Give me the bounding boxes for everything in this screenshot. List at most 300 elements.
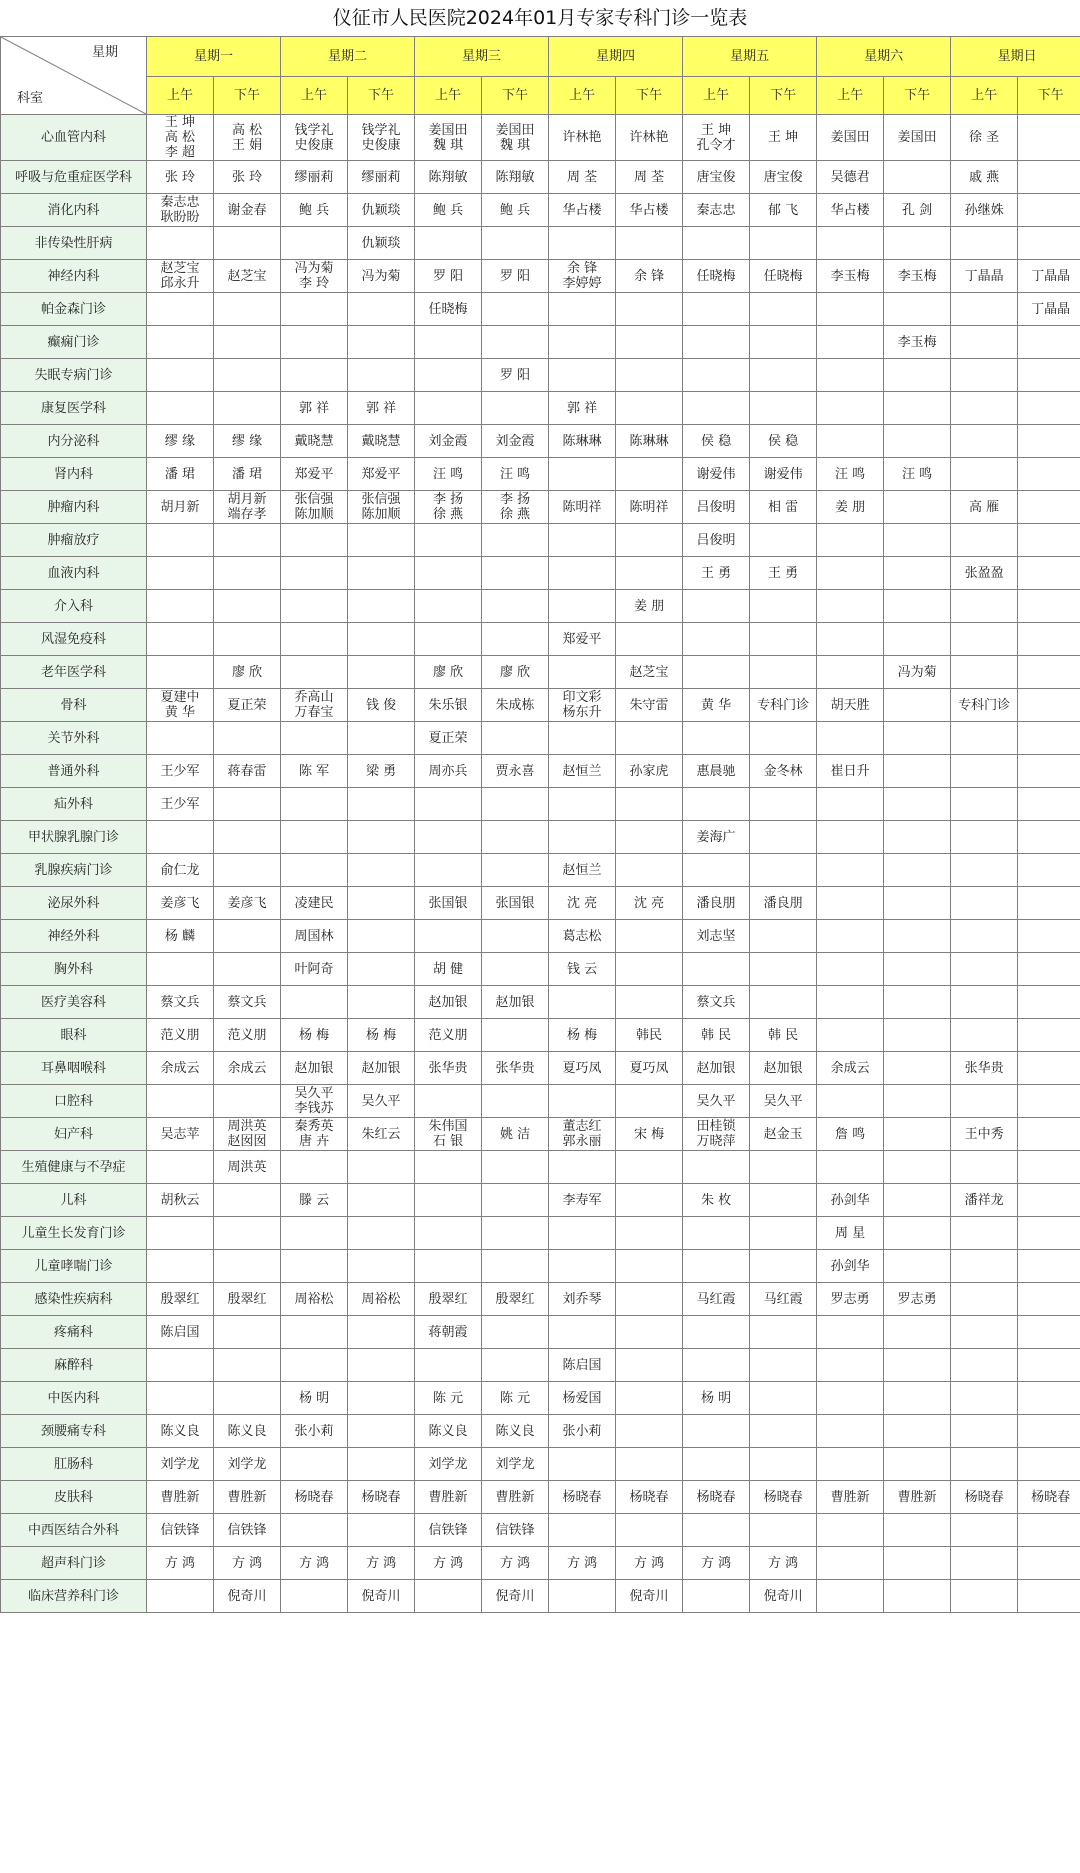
schedule-cell	[415, 722, 482, 755]
doctor-name: 殷翠红	[495, 1291, 535, 1307]
schedule-cell	[683, 1514, 750, 1547]
schedule-cell	[281, 161, 348, 194]
schedule-cell	[951, 689, 1018, 722]
schedule-cell	[1018, 1481, 1080, 1514]
schedule-cell	[281, 623, 348, 656]
schedule-cell	[817, 1217, 884, 1250]
schedule-cell	[415, 953, 482, 986]
doctor-name: 蒋春雷	[227, 763, 267, 779]
department-name: 儿科	[1, 1184, 147, 1217]
department-row	[1, 1448, 1080, 1481]
schedule-cell	[482, 1184, 549, 1217]
doctor-name: 曹胜新	[830, 1489, 870, 1505]
doctor-name: 宋 梅	[633, 1126, 665, 1142]
doctor-name: 鲍 兵	[499, 202, 531, 218]
schedule-cell	[951, 326, 1018, 359]
schedule-cell	[817, 689, 884, 722]
schedule-cell	[147, 788, 214, 821]
schedule-cell	[415, 1382, 482, 1415]
schedule-cell	[348, 1481, 415, 1514]
schedule-cell	[750, 194, 817, 227]
department-row	[1, 1382, 1080, 1415]
department-name: 耳鼻咽喉科	[1, 1052, 147, 1085]
schedule-cell	[549, 953, 616, 986]
schedule-cell	[817, 425, 884, 458]
doctor-name: 杨晓春	[763, 1489, 803, 1505]
doctor-name: 刘学龙	[428, 1456, 468, 1472]
doctor-name: 李 扬	[432, 492, 464, 507]
doctor-name: 杨 明	[700, 1390, 732, 1406]
schedule-cell	[348, 722, 415, 755]
schedule-cell	[214, 1250, 281, 1283]
schedule-cell	[147, 1085, 214, 1118]
schedule-cell	[415, 1316, 482, 1349]
doctor-name: 周国林	[294, 928, 334, 944]
doctor-name: 丁晶晶	[1031, 268, 1071, 284]
doctor-name: 郑爱平	[361, 466, 401, 482]
schedule-cell	[817, 194, 884, 227]
doctor-name: 魏 琪	[432, 137, 464, 153]
department-row	[1, 1547, 1080, 1580]
department-name: 甲状腺乳腺门诊	[1, 821, 147, 854]
schedule-cell	[616, 1316, 683, 1349]
doctor-name: 王 坤	[700, 122, 732, 138]
doctor-name: 郑爱平	[294, 466, 334, 482]
schedule-cell	[750, 227, 817, 260]
am-header: 上午	[415, 77, 482, 115]
doctor-name: 张国银	[428, 895, 468, 911]
corner-cell	[1, 37, 147, 115]
doctor-name: 郭 祥	[566, 400, 598, 416]
schedule-cell	[817, 227, 884, 260]
am-header: 上午	[147, 77, 214, 115]
schedule-cell	[683, 1316, 750, 1349]
doctor-name: 吴德君	[830, 169, 870, 185]
doctor-name: 朱红云	[361, 1126, 401, 1142]
schedule-cell	[549, 755, 616, 788]
schedule-cell	[750, 656, 817, 689]
department-row	[1, 293, 1080, 326]
schedule-cell	[348, 194, 415, 227]
schedule-cell	[214, 1316, 281, 1349]
doctor-name: 赵金玉	[763, 1126, 803, 1142]
schedule-cell	[281, 920, 348, 953]
doctor-name: 鲍 兵	[432, 202, 464, 218]
schedule-cell	[616, 1547, 683, 1580]
schedule-cell	[147, 1349, 214, 1382]
schedule-cell	[951, 1118, 1018, 1151]
schedule-cell	[549, 260, 616, 293]
schedule-cell	[415, 1283, 482, 1316]
schedule-cell	[482, 953, 549, 986]
schedule-cell	[214, 293, 281, 326]
department-name: 老年医学科	[1, 656, 147, 689]
schedule-cell	[482, 1514, 549, 1547]
schedule-cell	[348, 1019, 415, 1052]
am-header: 上午	[683, 77, 750, 115]
doctor-name: 黄 华	[164, 705, 196, 720]
schedule-cell	[482, 788, 549, 821]
schedule-cell	[683, 755, 750, 788]
schedule-cell	[214, 1085, 281, 1118]
doctor-name: 杨晓春	[294, 1489, 334, 1505]
schedule-cell	[348, 1118, 415, 1151]
schedule-cell	[683, 326, 750, 359]
schedule-cell	[348, 1415, 415, 1448]
schedule-cell	[147, 491, 214, 524]
schedule-cell	[884, 1019, 951, 1052]
doctor-name: 史俊康	[361, 137, 401, 153]
schedule-cell	[415, 755, 482, 788]
doctor-name: 华占楼	[830, 202, 870, 218]
schedule-cell	[817, 491, 884, 524]
doctor-name: 刘学龙	[227, 1456, 267, 1472]
schedule-cell	[482, 524, 549, 557]
schedule-cell	[214, 425, 281, 458]
schedule-cell	[1018, 788, 1080, 821]
department-name: 口腔科	[1, 1085, 147, 1118]
doctor-name: 周亦兵	[428, 763, 468, 779]
doctor-name: 鲍 兵	[298, 202, 330, 218]
schedule-cell	[817, 392, 884, 425]
department-row	[1, 689, 1080, 722]
schedule-cell	[951, 1349, 1018, 1382]
schedule-cell	[683, 1415, 750, 1448]
schedule-cell	[884, 1382, 951, 1415]
schedule-cell	[214, 115, 281, 161]
schedule-cell	[817, 1118, 884, 1151]
schedule-cell	[214, 1415, 281, 1448]
doctor-name: 蔡文兵	[696, 994, 736, 1010]
schedule-cell	[817, 1415, 884, 1448]
doctor-name: 侯 稳	[768, 433, 799, 449]
day-header: 星期六	[817, 37, 951, 77]
department-row	[1, 821, 1080, 854]
schedule-cell	[549, 227, 616, 260]
schedule-cell	[951, 656, 1018, 689]
schedule-cell	[147, 1283, 214, 1316]
schedule-cell	[817, 524, 884, 557]
schedule-cell	[348, 1283, 415, 1316]
doctor-name: 黄 华	[700, 697, 732, 713]
doctor-name: 姜国田	[428, 122, 468, 138]
schedule-cell	[951, 1448, 1018, 1481]
schedule-cell	[884, 293, 951, 326]
schedule-cell	[348, 1580, 415, 1613]
schedule-cell	[147, 590, 214, 623]
schedule-cell	[214, 1448, 281, 1481]
department-row	[1, 887, 1080, 920]
schedule-cell	[951, 557, 1018, 590]
schedule-cell	[549, 590, 616, 623]
schedule-cell	[281, 1250, 348, 1283]
schedule-cell	[750, 854, 817, 887]
schedule-cell	[1018, 1415, 1080, 1448]
doctor-name: 夏巧凤	[562, 1060, 602, 1076]
schedule-cell	[214, 623, 281, 656]
schedule-cell	[214, 920, 281, 953]
doctor-name: 倪奇川	[495, 1588, 535, 1604]
schedule-cell	[214, 458, 281, 491]
schedule-cell	[482, 194, 549, 227]
schedule-cell	[1018, 1547, 1080, 1580]
schedule-cell	[683, 227, 750, 260]
department-row	[1, 1184, 1080, 1217]
schedule-cell	[415, 326, 482, 359]
schedule-cell	[817, 1547, 884, 1580]
schedule-cell	[147, 425, 214, 458]
schedule-cell	[884, 227, 951, 260]
schedule-cell	[750, 986, 817, 1019]
schedule-cell	[884, 722, 951, 755]
schedule-cell	[951, 458, 1018, 491]
schedule-cell	[817, 986, 884, 1019]
schedule-cell	[281, 1382, 348, 1415]
schedule-cell	[549, 689, 616, 722]
doctor-name: 李 玲	[298, 276, 330, 291]
department-name: 中西医结合外科	[1, 1514, 147, 1547]
schedule-cell	[549, 326, 616, 359]
schedule-cell	[214, 1382, 281, 1415]
schedule-cell	[549, 392, 616, 425]
department-row	[1, 1052, 1080, 1085]
pm-header: 下午	[482, 77, 549, 115]
schedule-cell	[214, 260, 281, 293]
schedule-cell	[1018, 920, 1080, 953]
schedule-cell	[147, 1481, 214, 1514]
schedule-cell	[683, 425, 750, 458]
doctor-name: 李 超	[164, 145, 196, 160]
schedule-cell	[616, 1481, 683, 1514]
schedule-cell	[549, 1316, 616, 1349]
schedule-cell	[281, 293, 348, 326]
doctor-name: 姚 洁	[499, 1126, 531, 1142]
schedule-cell	[1018, 1316, 1080, 1349]
schedule-cell	[683, 1052, 750, 1085]
schedule-cell	[281, 1151, 348, 1184]
schedule-cell	[482, 326, 549, 359]
schedule-cell	[951, 227, 1018, 260]
schedule-cell	[1018, 1184, 1080, 1217]
department-row	[1, 1019, 1080, 1052]
doctor-name: 陈 元	[499, 1390, 531, 1406]
department-row	[1, 557, 1080, 590]
doctor-name: 孙继姝	[964, 202, 1004, 218]
doctor-name: 谢爱伟	[763, 466, 803, 482]
schedule-cell	[817, 1184, 884, 1217]
schedule-cell	[750, 1250, 817, 1283]
schedule-cell	[415, 260, 482, 293]
schedule-cell	[147, 1580, 214, 1613]
department-name: 血液内科	[1, 557, 147, 590]
doctor-name: 孙剑华	[830, 1192, 870, 1208]
schedule-cell	[683, 590, 750, 623]
schedule-cell	[884, 953, 951, 986]
doctor-name: 唐 卉	[298, 1134, 330, 1149]
schedule-cell	[616, 458, 683, 491]
doctor-name: 张小莉	[294, 1423, 334, 1439]
schedule-cell	[281, 524, 348, 557]
doctor-name: 蒋朝霞	[428, 1324, 468, 1340]
doctor-name: 方 鸿	[700, 1555, 732, 1571]
schedule-cell	[415, 1052, 482, 1085]
doctor-name: 许林艳	[629, 130, 669, 145]
department-name: 普通外科	[1, 755, 147, 788]
schedule-cell	[683, 887, 750, 920]
schedule-cell	[214, 953, 281, 986]
schedule-cell	[750, 590, 817, 623]
schedule-cell	[147, 656, 214, 689]
department-name: 癫痫门诊	[1, 326, 147, 359]
schedule-cell	[281, 194, 348, 227]
schedule-cell	[750, 1316, 817, 1349]
schedule-cell	[1018, 1283, 1080, 1316]
schedule-cell	[817, 623, 884, 656]
department-name: 眼科	[1, 1019, 147, 1052]
schedule-cell	[884, 590, 951, 623]
doctor-name: 郑爱平	[562, 631, 602, 647]
schedule-cell	[616, 821, 683, 854]
doctor-name: 凌建民	[294, 895, 334, 911]
schedule-cell	[415, 986, 482, 1019]
schedule-cell	[951, 623, 1018, 656]
doctor-name: 赵加银	[361, 1060, 401, 1076]
schedule-cell	[884, 161, 951, 194]
doctor-name: 周洪英	[227, 1159, 267, 1175]
schedule-cell	[415, 920, 482, 953]
schedule-cell	[415, 788, 482, 821]
schedule-cell	[683, 1085, 750, 1118]
schedule-cell	[750, 1382, 817, 1415]
schedule-cell	[281, 1448, 348, 1481]
schedule-cell	[951, 821, 1018, 854]
schedule-cell	[616, 656, 683, 689]
schedule-cell	[147, 854, 214, 887]
schedule-cell	[750, 689, 817, 722]
schedule-cell	[214, 788, 281, 821]
department-row	[1, 1316, 1080, 1349]
doctor-name: 杨东升	[562, 705, 602, 720]
schedule-cell	[214, 557, 281, 590]
schedule-cell	[549, 524, 616, 557]
schedule-cell	[147, 1052, 214, 1085]
schedule-cell	[147, 689, 214, 722]
schedule-cell	[616, 953, 683, 986]
schedule-cell	[616, 293, 683, 326]
schedule-cell	[415, 1184, 482, 1217]
doctor-name: 范义朋	[227, 1027, 267, 1043]
schedule-cell	[683, 1151, 750, 1184]
schedule-cell	[549, 1184, 616, 1217]
doctor-name: 丁晶晶	[964, 268, 1004, 284]
department-row	[1, 458, 1080, 491]
doctor-name: 方 鸿	[499, 1555, 531, 1571]
doctor-name: 张华贵	[428, 1060, 468, 1076]
schedule-cell	[348, 1217, 415, 1250]
doctor-name: 罗志勇	[897, 1291, 937, 1307]
schedule-cell	[1018, 1382, 1080, 1415]
schedule-cell	[482, 1283, 549, 1316]
doctor-name: 张小莉	[562, 1423, 602, 1439]
corner-label-department: 科室	[17, 91, 44, 106]
doctor-name: 范义朋	[428, 1027, 468, 1043]
doctor-name: 胡 健	[432, 961, 464, 977]
doctor-name: 赵加银	[763, 1060, 803, 1076]
doctor-name: 缪丽莉	[294, 169, 334, 185]
schedule-cell	[817, 161, 884, 194]
schedule-cell	[1018, 1349, 1080, 1382]
schedule-cell	[147, 1514, 214, 1547]
doctor-name: 张华贵	[495, 1060, 535, 1076]
schedule-cell	[482, 491, 549, 524]
schedule-cell	[348, 1052, 415, 1085]
schedule-cell	[951, 115, 1018, 161]
schedule-cell	[482, 821, 549, 854]
schedule-cell	[951, 1514, 1018, 1547]
doctor-name: 任晓梅	[428, 301, 468, 317]
department-name: 内分泌科	[1, 425, 147, 458]
department-name: 失眠专病门诊	[1, 359, 147, 392]
department-row	[1, 524, 1080, 557]
schedule-cell	[750, 359, 817, 392]
doctor-name: 杨 梅	[365, 1027, 397, 1043]
schedule-cell	[616, 115, 683, 161]
department-row	[1, 722, 1080, 755]
doctor-name: 万晓萍	[696, 1134, 736, 1149]
schedule-cell	[884, 854, 951, 887]
schedule-cell	[281, 326, 348, 359]
schedule-cell	[750, 1547, 817, 1580]
doctor-name: 姜国田	[830, 130, 870, 145]
schedule-cell	[951, 260, 1018, 293]
schedule-cell	[817, 1481, 884, 1514]
schedule-cell	[750, 557, 817, 590]
schedule-cell	[415, 359, 482, 392]
schedule-cell	[549, 854, 616, 887]
schedule-cell	[616, 1019, 683, 1052]
schedule-cell	[750, 161, 817, 194]
doctor-name: 陈琳琳	[562, 433, 602, 449]
department-name: 关节外科	[1, 722, 147, 755]
schedule-cell	[415, 1481, 482, 1514]
schedule-cell	[549, 1283, 616, 1316]
department-row	[1, 986, 1080, 1019]
schedule-cell	[683, 1580, 750, 1613]
schedule-cell	[884, 920, 951, 953]
doctor-name: 赵恒兰	[562, 763, 602, 779]
schedule-cell	[884, 1448, 951, 1481]
schedule-cell	[482, 1481, 549, 1514]
doctor-name: 周 荃	[566, 169, 598, 185]
schedule-cell	[884, 326, 951, 359]
schedule-cell	[884, 1118, 951, 1151]
department-name: 帕金森门诊	[1, 293, 147, 326]
pm-header: 下午	[214, 77, 281, 115]
schedule-cell	[616, 1118, 683, 1151]
department-name: 临床营养科门诊	[1, 1580, 147, 1613]
doctor-name: 缪 缘	[231, 433, 263, 449]
schedule-cell	[549, 722, 616, 755]
schedule-cell	[147, 1415, 214, 1448]
schedule-cell	[147, 524, 214, 557]
department-name: 麻醉科	[1, 1349, 147, 1382]
schedule-cell	[616, 491, 683, 524]
schedule-cell	[482, 887, 549, 920]
schedule-cell	[214, 755, 281, 788]
schedule-cell	[884, 1481, 951, 1514]
schedule-cell	[549, 1481, 616, 1514]
schedule-cell	[884, 1151, 951, 1184]
